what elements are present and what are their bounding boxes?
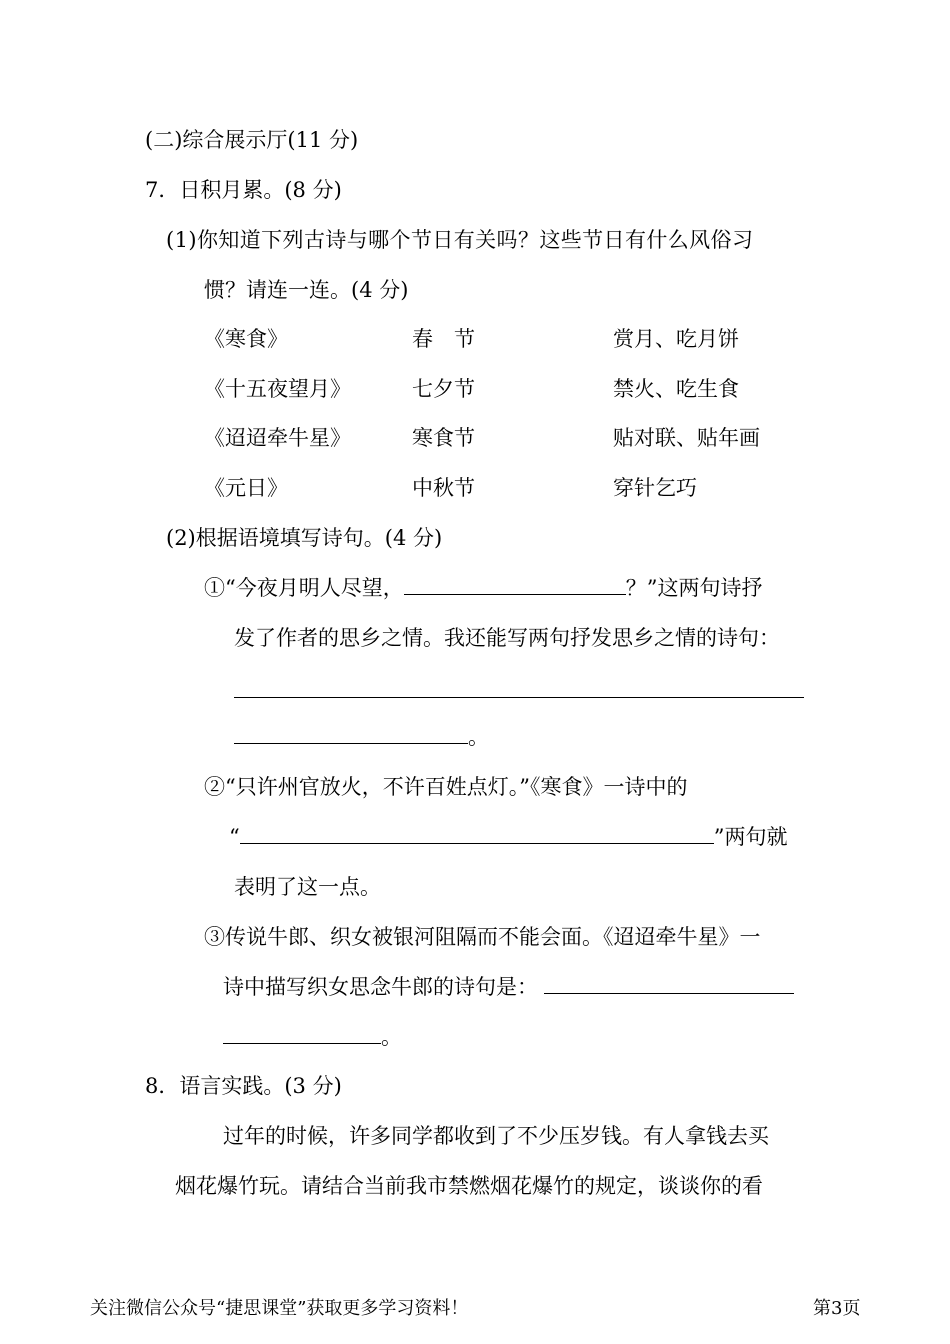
item1-prefix: ①“今夜月明人尽望， (204, 576, 404, 600)
item3-end: 。 (381, 1025, 402, 1049)
answer-blank[interactable] (234, 697, 804, 698)
custom-cell: 穿针乞巧 (613, 476, 697, 500)
page-number: 第3页 (813, 1298, 861, 1319)
festival-cell: 七夕节 (412, 377, 475, 401)
q7-part2-item2-line1: ②“只许州官放火，不许百姓点灯。”《寒食》一诗中的 (204, 775, 688, 799)
item2-suffix: ”两句就 (713, 825, 788, 849)
q7-part2-item1-line4 (234, 727, 489, 748)
q7-part2-item2-line3: 表明了这一点。 (234, 875, 381, 899)
q8-paragraph-line2: 烟花爆竹玩。请结合当前我市禁燃烟花爆竹的规定，谈谈你的看 (175, 1174, 763, 1198)
answer-blank[interactable] (240, 843, 714, 844)
answer-blank[interactable] (404, 594, 626, 595)
poem-cell: 《十五夜望月》 (204, 377, 351, 401)
poem-cell: 《元日》 (204, 476, 288, 500)
answer-blank[interactable] (234, 743, 468, 744)
q7-part2-item1-line2: 发了作者的思乡之情。我还能写两句抒发思乡之情的诗句： (234, 626, 780, 650)
footer-note: 关注微信公众号“捷思课堂”获取更多学习资料！ (90, 1298, 469, 1319)
festival-cell: 中秋节 (412, 476, 475, 500)
item1-end: 。 (468, 725, 489, 749)
custom-cell: 贴对联、贴年画 (613, 426, 760, 450)
open-quote: “ (229, 825, 240, 849)
custom-cell: 禁火、吃生食 (613, 377, 739, 401)
item3-prefix: 诗中描写织女思念牛郎的诗句是： (223, 975, 538, 999)
section-title: (二)综合展示厅(11 分) (145, 128, 359, 152)
q7-part2-item1-line1 (204, 578, 763, 599)
q7-part2-title: (2)根据语境填写诗句。(4 分) (166, 526, 443, 550)
poem-cell: 《寒食》 (204, 327, 288, 351)
festival-cell: 寒食节 (412, 426, 475, 450)
q7-part2-item3-line2 (223, 977, 794, 998)
item1-suffix: ？”这两句诗抒 (625, 576, 763, 600)
q7-part2-item2-line2 (229, 827, 788, 848)
answer-blank[interactable] (544, 993, 794, 994)
question-8-title: 8．语言实践。(3 分) (145, 1074, 342, 1098)
custom-cell: 赏月、吃月饼 (613, 327, 739, 351)
q7-part1-line1: (1)你知道下列古诗与哪个节日有关吗？这些节日有什么风俗习 (166, 228, 754, 252)
festival-cell: 春 节 (412, 327, 475, 351)
q7-part2-item3-line1: ③传说牛郎、织女被银河阻隔而不能会面。《迢迢牵牛星》一 (204, 925, 761, 949)
question-7-title: 7．日积月累。(8 分) (145, 178, 342, 202)
answer-blank[interactable] (223, 1043, 381, 1044)
poem-cell: 《迢迢牵牛星》 (204, 426, 351, 450)
q7-part2-item3-line3 (223, 1027, 402, 1048)
q8-paragraph-line1: 过年的时候，许多同学都收到了不少压岁钱。有人拿钱去买 (223, 1124, 769, 1148)
q7-part1-line2: 惯？请连一连。(4 分) (204, 278, 409, 302)
